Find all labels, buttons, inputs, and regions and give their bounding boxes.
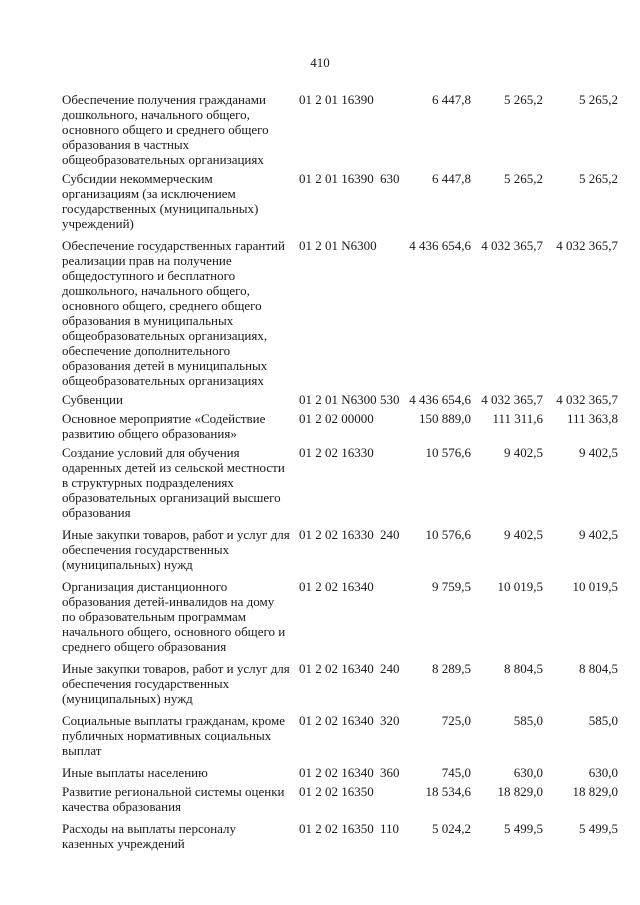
row-value-1: 10 576,6 — [425, 527, 471, 542]
row-vr: 360 — [380, 765, 400, 780]
row-value-3: 5 265,2 — [579, 171, 618, 186]
row-value-3: 18 829,0 — [572, 784, 618, 799]
row-code: 01 2 01 N6300 — [299, 238, 377, 253]
row-value-2: 4 032 365,7 — [481, 392, 543, 407]
row-code: 01 2 02 16350 — [299, 821, 374, 836]
row-value-1: 745,0 — [441, 765, 471, 780]
row-vr: 240 — [380, 527, 400, 542]
table-row — [62, 661, 618, 706]
row-value-2: 5 265,2 — [504, 171, 543, 186]
table-row — [62, 92, 618, 167]
table-row — [62, 411, 618, 441]
row-value-3: 111 363,8 — [566, 411, 618, 426]
budget-table — [62, 92, 618, 851]
row-code: 01 2 01 16390 — [299, 92, 374, 107]
row-code: 01 2 01 16390 — [299, 171, 374, 186]
row-vr: 630 — [380, 171, 400, 186]
row-value-3: 5 499,5 — [579, 821, 618, 836]
row-value-2: 630,0 — [513, 765, 543, 780]
table-row — [62, 579, 618, 654]
row-name: Субвенции — [62, 392, 123, 407]
row-value-2: 18 829,0 — [497, 784, 543, 799]
row-name: Организация дистанционного образования детей-инвалидов на дому по образовательным программам начального общего, основного общего и среднего общего образования — [62, 579, 286, 654]
row-value-1: 18 534,6 — [425, 784, 471, 799]
row-value-1: 6 447,8 — [432, 171, 471, 186]
row-value-1: 4 436 654,6 — [409, 392, 471, 407]
row-name: Обеспечение получения гражданами дошкольного, начального общего, основного общего и среднего общего образования в частных общеобразовательных организациях — [62, 92, 269, 167]
table-row — [62, 765, 618, 780]
row-value-1: 9 759,5 — [432, 579, 471, 594]
row-value-2: 10 019,5 — [497, 579, 543, 594]
row-name: Субсидии некоммерческим организациям (за исключением государственных (муниципальных) учреждений) — [62, 171, 259, 231]
row-name: Основное мероприятие «Содействие развитию общего образования» — [62, 411, 266, 441]
row-value-2: 8 804,5 — [504, 661, 543, 676]
row-value-1: 10 576,6 — [425, 445, 471, 460]
row-name: Социальные выплаты гражданам, кроме публичных нормативных социальных выплат — [62, 713, 285, 758]
row-value-2: 5 265,2 — [504, 92, 543, 107]
row-name: Обеспечение государственных гарантий реализации прав на получение общедоступного и бесплатного дошкольного, начального общего, основного общего, среднего общего образования в муниципальных общеобразовательных организациях, обеспечение дополнительного образования детей в муниципальных общеобразовательных организациях — [62, 238, 285, 388]
row-value-1: 5 024,2 — [432, 821, 471, 836]
row-value-3: 585,0 — [588, 713, 618, 728]
row-code: 01 2 02 16340 — [299, 661, 374, 676]
row-value-2: 9 402,5 — [504, 527, 543, 542]
row-name: Расходы на выплаты персоналу казенных учреждений — [62, 821, 237, 851]
row-value-3: 4 032 365,7 — [556, 392, 618, 407]
row-name: Иные закупки товаров, работ и услуг для обеспечения государственных (муниципальных) нужд — [62, 661, 290, 706]
row-value-3: 9 402,5 — [579, 445, 618, 460]
row-code: 01 2 02 16340 — [299, 713, 374, 728]
table-row — [62, 713, 618, 758]
row-value-3: 10 019,5 — [572, 579, 618, 594]
table-row — [62, 392, 618, 407]
row-name: Иные закупки товаров, работ и услуг для обеспечения государственных (муниципальных) нужд — [62, 527, 290, 572]
row-value-1: 6 447,8 — [432, 92, 471, 107]
row-code: 01 2 02 16350 — [299, 784, 374, 799]
row-name: Создание условий для обучения одаренных детей из сельской местности в структурных подразделениях образовательных организаций высшего образования — [62, 445, 285, 520]
row-value-2: 111 311,6 — [492, 411, 543, 426]
row-value-2: 9 402,5 — [504, 445, 543, 460]
row-value-3: 630,0 — [588, 765, 618, 780]
row-value-2: 5 499,5 — [504, 821, 543, 836]
row-value-3: 9 402,5 — [579, 527, 618, 542]
row-code: 01 2 02 00000 — [299, 411, 374, 426]
table-row — [62, 238, 618, 388]
row-value-2: 585,0 — [513, 713, 543, 728]
row-code: 01 2 02 16330 — [299, 527, 374, 542]
row-code: 01 2 02 16340 — [299, 765, 374, 780]
row-value-2: 4 032 365,7 — [481, 238, 543, 253]
row-vr: 530 — [380, 392, 400, 407]
row-value-3: 8 804,5 — [579, 661, 618, 676]
table-row — [62, 784, 618, 814]
table-row — [62, 445, 618, 520]
row-value-3: 5 265,2 — [579, 92, 618, 107]
row-vr: 110 — [380, 821, 400, 836]
row-value-1: 150 889,0 — [419, 411, 471, 426]
row-value-3: 4 032 365,7 — [556, 238, 618, 253]
row-name: Развитие региональной системы оценки качества образования — [62, 784, 285, 814]
page-number: 410 — [310, 55, 330, 70]
row-value-1: 4 436 654,6 — [409, 238, 471, 253]
row-name: Иные выплаты населению — [62, 765, 208, 780]
row-code: 01 2 02 16340 — [299, 579, 374, 594]
row-vr: 320 — [380, 713, 400, 728]
row-code: 01 2 02 16330 — [299, 445, 374, 460]
row-code: 01 2 01 N6300 — [299, 392, 377, 407]
table-row — [62, 527, 618, 572]
table-row — [62, 821, 618, 851]
row-value-1: 725,0 — [441, 713, 471, 728]
table-row — [62, 171, 618, 231]
row-value-1: 8 289,5 — [432, 661, 471, 676]
row-vr: 240 — [380, 661, 400, 676]
